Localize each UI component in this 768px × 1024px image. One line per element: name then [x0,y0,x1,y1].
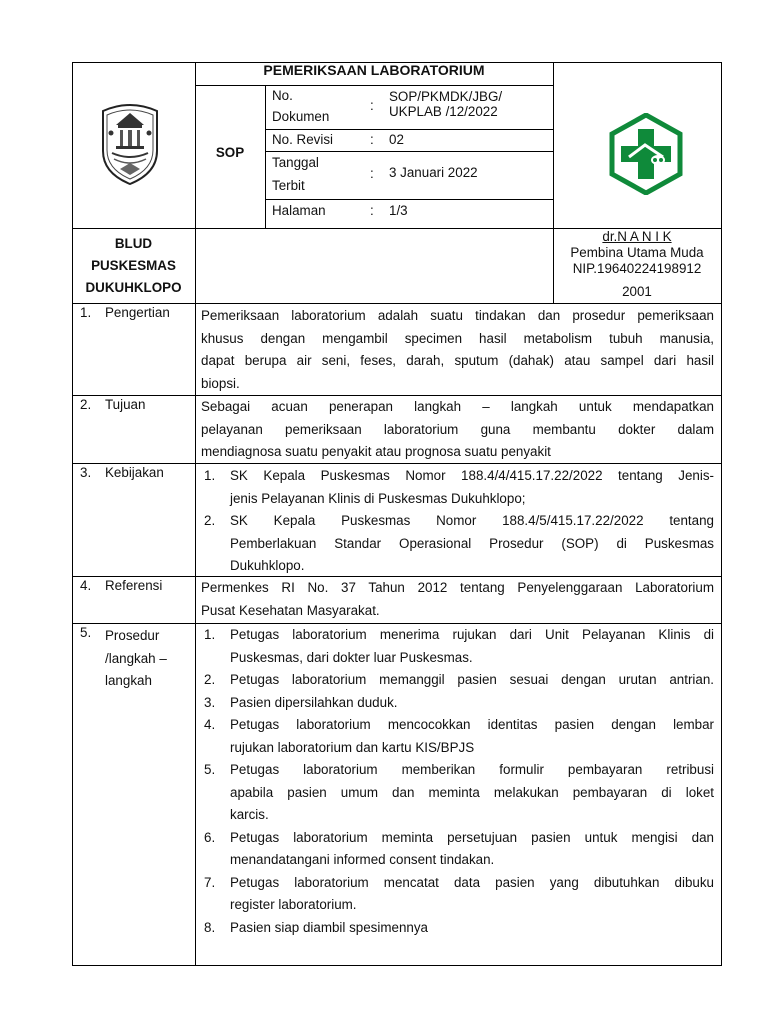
page-label: Halaman [272,203,326,218]
section-4-label: Referensi [105,578,163,593]
list-item: 6. Petugas laboratorium meminta persetujuan pasien untuk mengisi dan menandatangani informed consent tindakan. [204,829,714,867]
section-3-label: Kebijakan [105,465,164,480]
regency-emblem [98,103,162,185]
list-item: 3. Pasien dipersilahkan duduk. [204,694,398,710]
section-2-number: 2. [80,397,92,412]
section-5-list [201,624,714,939]
revision-colon: : [370,132,374,147]
list-item: 5. Petugas laboratorium memberikan formulir pembayaran retribusi apabila pasien umum dan meminta melakukan pembayaran di loket karcis. [204,762,714,822]
document-title: PEMERIKSAAN LABORATORIUM [263,62,485,78]
list-item: 2. SK Kepala Puskesmas Nomor 188.4/5/415.17.22/2022 tentang Pemberlakuan Standar Operasional Prosedur (SOP) di Puskesmas Dukuhklopo. [204,513,714,573]
puskesmas-logo [605,113,687,195]
doc-number-value: SOP/PKMDK/JBG/ UKPLAB /12/2022 [389,89,503,119]
section-5-label: Prosedur /langkah – langkah [105,628,167,688]
sop-label: SOP [215,145,245,160]
list-item: 8. Pasien siap diambil spesimennya [204,919,428,935]
list-item: 1. SK Kepala Puskesmas Nomor 188.4/4/415.17.22/2022 tentang Jenis- jenis Pelayanan Klinis di Puskesmas Dukuhklopo; [204,468,714,506]
revision-value: 02 [389,132,404,147]
list-item: 7. Petugas laboratorium mencatat data pasien yang dibutuhkan dibuku register laboratorium. [204,874,714,912]
doc-number-colon: : [370,98,374,113]
issue-date-colon: : [370,166,374,181]
page-colon: : [370,203,374,218]
list-item: 1. Petugas laboratorium menerima rujukan dari Unit Pelayanan Klinis di Puskesmas, dari dokter luar Puskesmas. [204,627,714,665]
issue-date-label: Tanggal Terbit [272,155,319,193]
page-value: 1/3 [389,203,408,218]
doc-number-label: No. Dokumen [272,88,330,124]
signer-nip-cont: 2001 [622,284,652,299]
signer-nip: NIP.19640224198912 [572,261,702,276]
list-item: 2. Petugas laboratorium memanggil pasien sesuai dengan urutan antrian. [204,672,714,687]
issue-date-value: 3 Januari 2022 [389,165,478,180]
section-1-number: 1. [80,305,92,320]
section-5-number: 5. [80,625,92,640]
section-1-body: Pemeriksaan laboratorium adalah suatu tindakan dan prosedur pemeriksaan khusus dengan mengambil specimen hasil metabolism tubuh manusia, dapat berupa air seni, feses, darah, sputum (dahak) atau sampel dari hasil biopsi. [201,308,714,391]
section-2-label: Tujuan [105,397,146,412]
section-4-number: 4. [80,578,92,593]
org-name: BLUD PUSKESMAS DUKUHKLOPO [85,236,182,295]
section-3-number: 3. [80,465,92,480]
section-4-body: Permenkes RI No. 37 Tahun 2012 tentang Penyelenggaraan Laboratorium Pusat Kesehatan Masyarakat. [201,580,714,618]
signer-rank: Pembina Utama Muda [570,245,704,260]
section-3-list [201,465,714,578]
signer-name: dr.N A N I K [602,229,672,244]
list-item: 4. Petugas laboratorium mencocokkan identitas pasien dengan lembar rujukan laboratorium dan kartu KIS/BPJS [204,717,714,755]
section-1-label: Pengertian [105,305,170,320]
revision-label: No. Revisi [272,132,334,147]
section-2-body: Sebagai acuan penerapan langkah – langkah untuk mendapatkan pelayanan pemeriksaan laboratorium guna membantu dokter dalam mendiagnosa suatu penyakit atau prognosa suatu penyakit [201,399,714,459]
